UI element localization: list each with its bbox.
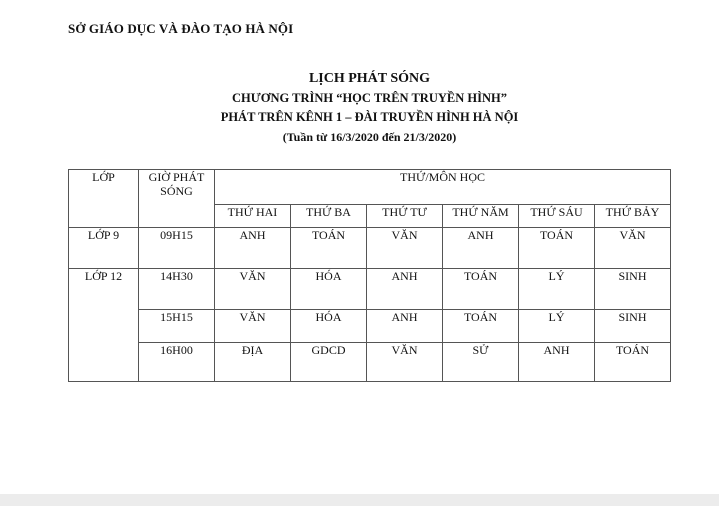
table-row [69,343,671,382]
subject-cell: ANH [215,228,291,269]
header-day: THỨ BẢY [595,205,671,228]
table-row [69,269,671,310]
subject-cell: HÓA [291,310,367,343]
time-cell: 15H15 [139,310,215,343]
table-row [69,310,671,343]
subject-cell: ANH [367,269,443,310]
header-day: THỨ BA [291,205,367,228]
subject-cell: TOÁN [443,310,519,343]
subject-cell: TOÁN [291,228,367,269]
header-day-subject: THỨ/MÔN HỌC [215,170,671,205]
subject-cell: LÝ [519,310,595,343]
class-label: LỚP 12 [69,269,139,382]
organization-name: SỞ GIÁO DỤC VÀ ĐÀO TẠO HÀ NỘI [68,21,294,36]
time-cell: 14H30 [139,269,215,310]
subject-cell: VĂN [367,228,443,269]
subject-cell: ANH [519,343,595,382]
header-broadcast-time: GIỜ PHÁT SÓNG [139,170,215,228]
subject-cell: TOÁN [443,269,519,310]
header-day: THỨ TƯ [367,205,443,228]
subject-cell: HÓA [291,269,367,310]
subject-cell: SỬ [443,343,519,382]
time-cell: 09H15 [139,228,215,269]
subject-cell: SINH [595,310,671,343]
program-subtitle: CHƯƠNG TRÌNH “HỌC TRÊN TRUYỀN HÌNH” [232,91,507,105]
week-range: (Tuần từ 16/3/2020 đến 21/3/2020) [282,130,457,144]
subject-cell: LÝ [519,269,595,310]
subject-cell: SINH [595,269,671,310]
time-cell: 16H00 [139,343,215,382]
subject-cell: VĂN [215,269,291,310]
header-day: THỨ SÁU [519,205,595,228]
table-row [69,228,671,269]
page-bottom-edge [0,494,719,506]
header-day: THỨ NĂM [443,205,519,228]
header-class: LỚP [69,170,139,228]
channel-subtitle: PHÁT TRÊN KÊNH 1 – ĐÀI TRUYỀN HÌNH HÀ NỘI [220,110,519,124]
subject-cell: TOÁN [519,228,595,269]
header-day: THỨ HAI [215,205,291,228]
subject-cell: TOÁN [595,343,671,382]
schedule-table [68,169,671,382]
subject-cell: ANH [367,310,443,343]
subject-cell: ANH [443,228,519,269]
subject-cell: GDCD [291,343,367,382]
subject-cell: VĂN [595,228,671,269]
subject-cell: VĂN [367,343,443,382]
class-label: LỚP 9 [69,228,139,269]
subject-cell: VĂN [215,310,291,343]
document-title: LỊCH PHÁT SÓNG [308,71,431,86]
subject-cell: ĐỊA [215,343,291,382]
